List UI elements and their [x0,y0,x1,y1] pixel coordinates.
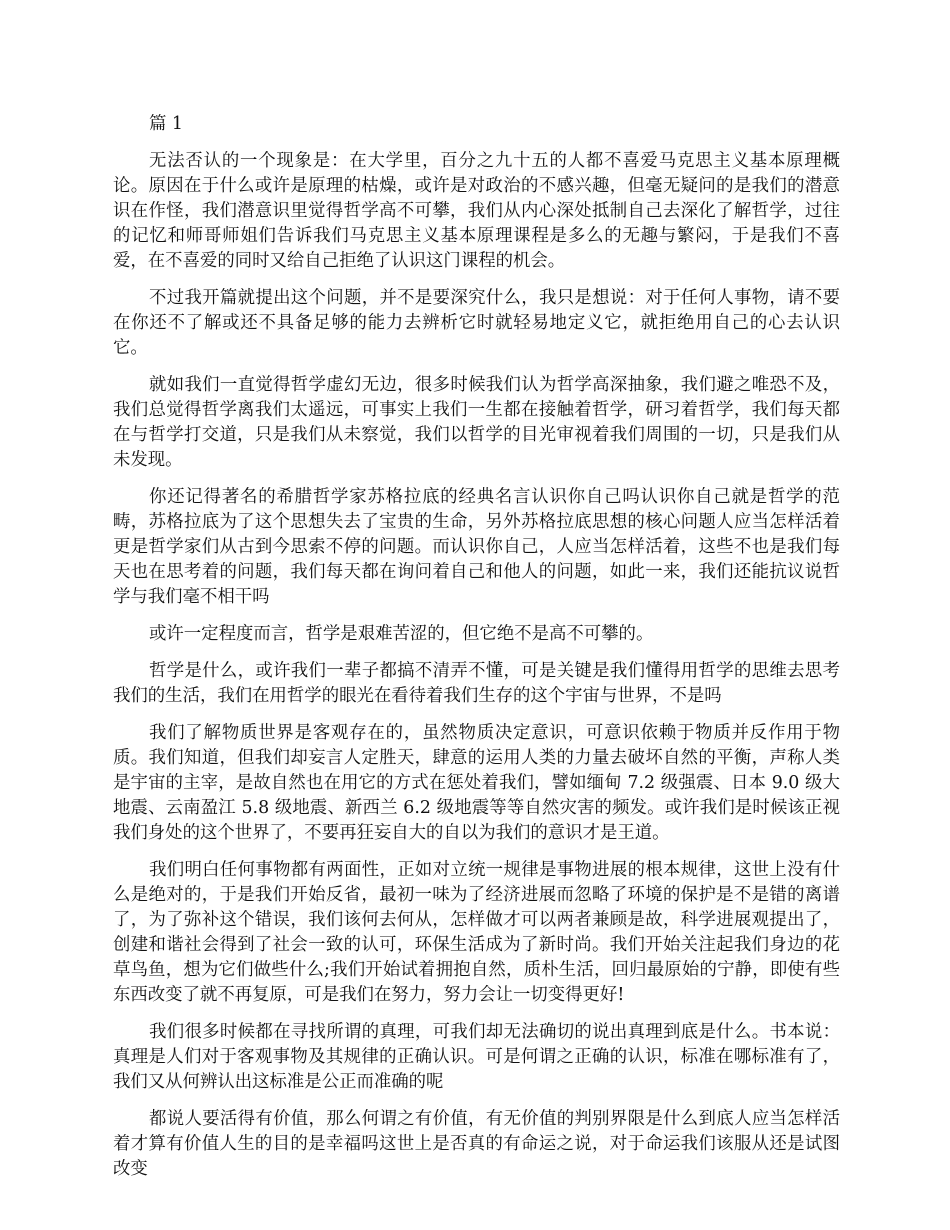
paragraph-8: 我们明白任何事物都有两面性，正如对立统一规律是事物进展的根本规律，这世上没有什么是绝对的，于是我们开始反省，最初一味为了经济进展而忽略了环境的保护是不是错的离谱了，为了弥补这个错误，我们该何去何从，怎样做才可以两者兼顾是故，科学进展观提出了，创建和谐社会得到了社会一致的认可，环保生活成为了新时尚。我们开始关注起我们身边的花草鸟鱼，想为它们做些什么;我们开始试着拥抱自然，质朴生活，回归最原始的宁静，即使有些东西改变了就不再复原，可是我们在努力，努力会让一切变得更好! [113,860,840,1005]
paragraph-3: 就如我们一直觉得哲学虚幻无边，很多时候我们认为哲学高深抽象，我们避之唯恐不及，我们总觉得哲学离我们太遥远，可事实上我们一生都在接触着哲学，研习着哲学，我们每天都在与哲学打交道，只是我们从未察觉，我们以哲学的目光审视着我们周围的一切，只是我们从未发现。 [113,375,840,470]
paragraph-7: 我们了解物质世界是客观存在的，虽然物质决定意识，可意识依赖于物质并反作用于物质。我们知道，但我们却妄言人定胜天，肆意的运用人类的力量去破坏自然的平衡，声称人类是宇宙的主宰，是故自然也在用它的方式在惩处着我们，譬如缅甸 7.2 级强震、日本 9.0 级大地震、云南盈江 5.8 级地震、新西兰 6.2 级地震等等自然灾害的频发。或许我们是时候该正视我们身处的这个世界了，不要再狂妄自大的自以为我们的意识才是王道。 [113,723,840,843]
paragraph-2: 不过我开篇就提出这个问题，并不是要深究什么，我只是想说：对于任何人事物，请不要在你还不了解或还不具备足够的能力去辨析它时就轻易地定义它，就拒绝用自己的心去认识它。 [113,288,840,358]
document-page [113,112,840,1194]
paragraph-6: 哲学是什么，或许我们一辈子都搞不清弄不懂，可是关键是我们懂得用哲学的思维去思考我们的生活，我们在用哲学的眼光在看待着我们生存的这个宇宙与世界，不是吗 [113,661,840,706]
paragraph-4: 你还记得著名的希腊哲学家苏格拉底的经典名言认识你自己吗认识你自己就是哲学的范畴，苏格拉底为了这个思想失去了宝贵的生命，另外苏格拉底思想的核心问题人应当怎样活着更是哲学家们从古到今思索不停的问题。而认识你自己，人应当怎样活着，这些不也是我们每天也在思考着的问题，我们每天都在询问着自己和他人的问题，如此一来，我们还能抗议说哲学与我们毫不相干吗 [113,487,840,607]
paragraph-5: 或许一定程度而言，哲学是艰难苦涩的，但它绝不是高不可攀的。 [149,624,654,644]
paragraph-9: 我们很多时候都在寻找所谓的真理，可我们却无法确切的说出真理到底是什么。书本说：真理是人们对于客观事物及其规律的正确认识。可是何谓之正确的认识，标准在哪标准有了，我们又从何辨认出这标准是公正而准确的呢 [113,1022,840,1092]
paragraph-10: 都说人要活得有价值，那么何谓之有价值，有无价值的判别界限是什么到底人应当怎样活着才算有价值人生的目的是幸福吗这世上是否真的有命运之说，对于命运我们该服从还是试图改变 [113,1109,840,1179]
section-heading: 篇 1 [149,114,183,134]
paragraph-1: 无法否认的一个现象是：在大学里，百分之九十五的人都不喜爱马克思主义基本原理概论。原因在于什么或许是原理的枯燥，或许是对政治的不感兴趣，但毫无疑问的是我们的潜意识在作怪，我们潜意识里觉得哲学高不可攀，我们从内心深处抵制自己去深化了解哲学，过往的记忆和师哥师姐们告诉我们马克思主义基本原理课程是多么的无趣与繁闷，于是我们不喜爱，在不喜爱的同时又给自己拒绝了认识这门课程的机会。 [113,151,840,271]
